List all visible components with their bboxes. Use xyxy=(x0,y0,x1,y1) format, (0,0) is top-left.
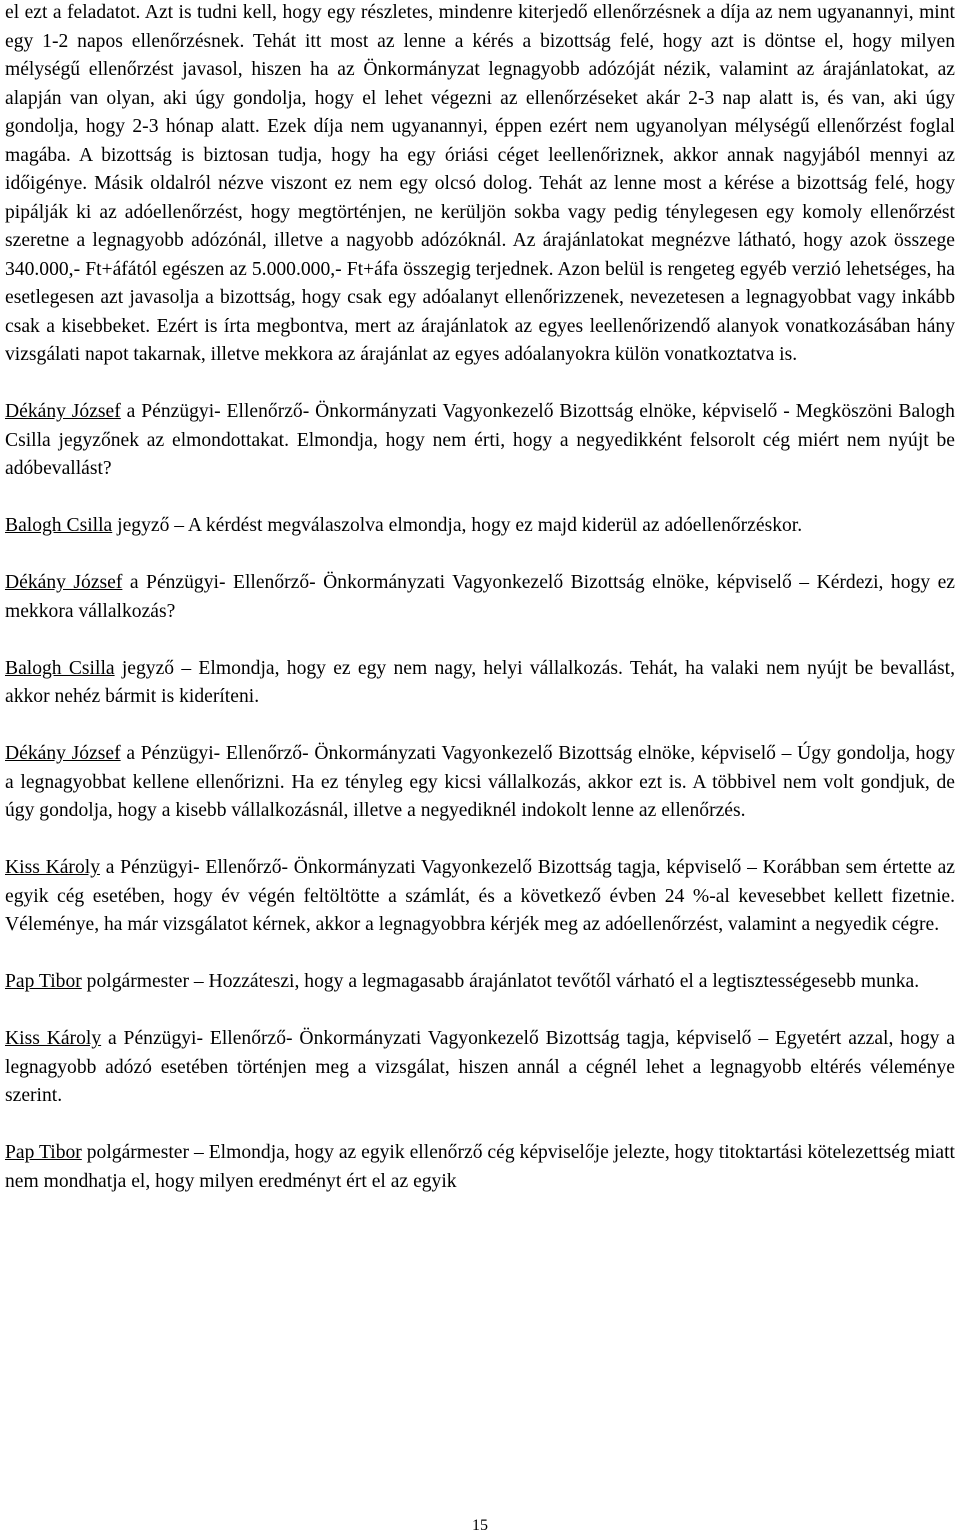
paragraph-text: a Pénzügyi- Ellenőrző- Önkormányzati Vagyonkezelő Bizottság elnöke, képviselő - Megköszöni Balogh Csilla jegyzőnek az elmondottakat. Elmondja, hogy nem érti, hogy a negyedikként felsorolt cég miért nem nyújt be adóbevallást? xyxy=(5,401,955,479)
paragraph xyxy=(5,512,955,541)
paragraph xyxy=(5,398,955,484)
paragraph-text: a Pénzügyi- Ellenőrző- Önkormányzati Vagyonkezelő Bizottság elnöke, képviselő – Kérdezi, hogy ez mekkora vállalkozás? xyxy=(5,572,955,622)
paragraph-text: jegyző – Elmondja, hogy ez egy nem nagy, helyi vállalkozás. Tehát, ha valaki nem nyújt be bevallást, akkor nehéz bármit is kideríteni. xyxy=(5,657,955,707)
speaker-name: Balogh Csilla xyxy=(5,657,115,679)
document-page xyxy=(5,0,955,1225)
paragraph-text: polgármester – Elmondja, hogy az egyik ellenőrző cég képviselője jelezte, hogy titoktartási kötelezettség miatt nem mondhatja el, hogy milyen eredményt ért el az egyik xyxy=(5,1142,955,1192)
paragraph-text: a Pénzügyi- Ellenőrző- Önkormányzati Vagyonkezelő Bizottság tagja, képviselő – Egyetért azzal, hogy a legnagyobb adózó esetében történjen meg a vizsgálat, hiszen annál a cégnél lehet a legnagyobb eltérés véleménye szerint. xyxy=(5,1028,955,1106)
paragraph xyxy=(5,740,955,826)
paragraph xyxy=(5,1025,955,1111)
paragraph-text: jegyző – A kérdést megválaszolva elmondja, hogy ez majd kiderül az adóellenőrzéskor. xyxy=(112,515,803,536)
paragraph-text: polgármester – Hozzáteszi, hogy a legmagasabb árajánlatot tevőtől várható el a legtisztességesebb munka. xyxy=(81,971,920,992)
speaker-name: Dékány József xyxy=(5,743,121,764)
speaker-name: Kiss Károly xyxy=(5,857,100,878)
speaker-name: Dékány József xyxy=(5,401,121,422)
paragraph xyxy=(5,0,955,370)
paragraph xyxy=(5,569,955,626)
speaker-name: Balogh Csilla xyxy=(5,515,113,536)
speaker-name: Kiss Károly xyxy=(5,1028,102,1049)
speaker-name: Pap Tibor xyxy=(5,1142,82,1163)
paragraph xyxy=(5,1139,955,1196)
speaker-name: Pap Tibor xyxy=(5,971,82,992)
paragraph-text: a Pénzügyi- Ellenőrző- Önkormányzati Vagyonkezelő Bizottság tagja, képviselő – Korábban sem értette az egyik cég esetében, hogy év végén feltöltötte a számlát, és a következő évben 24 %-al kevesebbet kellett fizetnie. Véleménye, ha már vizsgálatot kérnek, akkor a legnagyobbra kérjék meg az adóellenőrzést, valamint a negyedik cégre. xyxy=(5,857,956,935)
paragraph xyxy=(5,968,955,997)
page-number: 15 xyxy=(472,1517,488,1534)
paragraph xyxy=(5,655,955,712)
paragraph-text: el ezt a feladatot. Azt is tudni kell, hogy egy részletes, mindenre kiterjedő ellenőrzésnek a díja az nem ugyanannyi, mint egy 1-2 napos ellenőrzésnek. Tehát itt most az lenne a kérés a bizottság felé, hogy azt is döntse el, hogy milyen mélységű ellenőrzést javasol, hiszen ha az Önkormányzat legnagyobb adózóját nézik, valamint az árajánlatokat, az alapján van olyan, aki úgy gondolja, hogy el lehet végezni az ellenőrzéseket akár 2-3 nap alatt is, és van, aki úgy gondolja, hogy 2-3 hónap alatt. Ezek díja nem ugyanannyi, éppen ezért nem ugyanolyan mélységű ellenőrzést foglal magába. A bizottság is biztosan tudja, hogy ha egy óriási céget leellenőriznek, akkor annak nagyjából mennyi az időigénye. Másik oldalról nézve viszont ez nem egy olcsó dolog. Tehát az lenne most a kérése a bizottság felé, hogy pipálják ki az adóellenőrzést, hogy megtörténjen, ne kerüljön sokba vagy pedig ténylegesen egy komoly ellenőrzést szeretne a legnagyobb adózónál, illetve a nagyobb adózóknál. Az árajánlatokat megnézve látható, hogy azok összege 340.000,- Ft+áfától egészen az 5.000.000,- Ft+áfa összegig terjednek. Azon belül is rengeteg egyéb verzió lehetséges, ha esetlegesen azt javasolja a bizottság, hogy csak egy adóalanyt ellenőrizzenek, nevezetesen a legnagyobbat vagy inkább csak a kisebbeket. Ezért is írta megbontva, mert az árajánlatok az egyes leellenőrizendő alanyok vonatkozásában hány vizsgálati napot takarnak, illetve mekkora az árajánlat az egyes adóalanyokra külön vonatkoztatva is. xyxy=(5,2,955,365)
paragraph-text: a Pénzügyi- Ellenőrző- Önkormányzati Vagyonkezelő Bizottság elnöke, képviselő – Úgy gondolja, hogy a legnagyobbat kellene ellenőrizni. Ha ez tényleg egy kicsi vállalkozás, akkor ezt is. A többivel nem volt gondjuk, de úgy gondolja, hogy a kisebb vállalkozásnál, illetve a negyediknél indokolt lenne az ellenőrzés. xyxy=(5,743,955,821)
paragraph xyxy=(5,854,955,940)
speaker-name: Dékány József xyxy=(5,572,123,593)
